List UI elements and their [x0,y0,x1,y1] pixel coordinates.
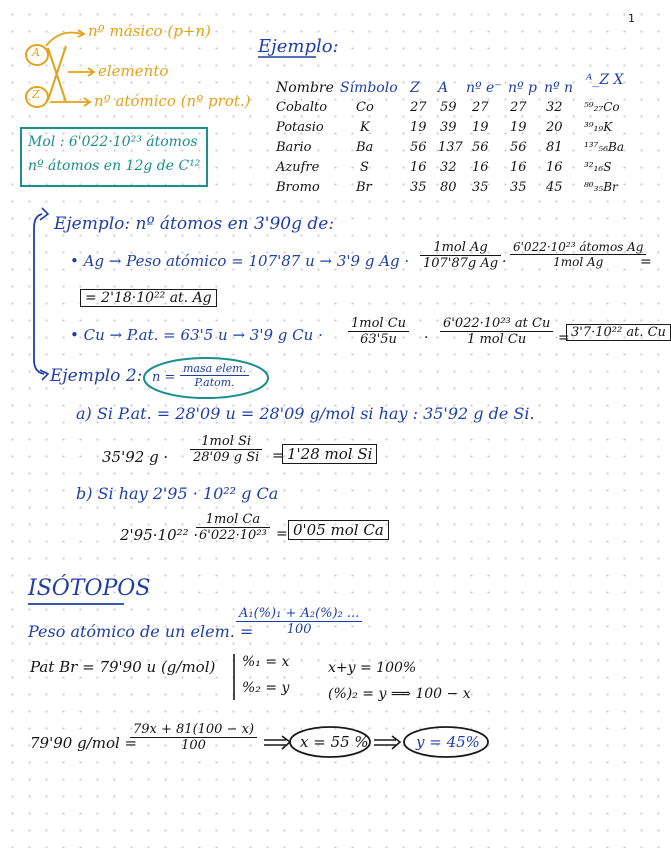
table-header-a: A [438,80,449,96]
cu-line: • Cu → P.at. = 63'5 u → 3'9 g Cu · [70,326,323,344]
table-cell: 32 [440,160,457,175]
table-cell: 27 [472,100,489,115]
atomic-number-label: nº atómico (nº prot.) [94,92,251,110]
table-cell: 16 [546,160,563,175]
a-frac-num: 1mol Si [190,434,262,450]
pct1: %₁ = x [242,654,290,670]
example2-a-result: 1'28 mol Si [282,444,377,464]
cu-frac1-num: 1mol Cu [348,316,409,332]
table-header-neutrons: nº n [544,80,574,96]
ag-fraction-2 [510,240,646,269]
table-cell: 56 [472,140,489,155]
final-den: 100 [181,738,206,753]
table-cell: 45 [546,180,563,195]
table-cell: Br [356,180,372,195]
table-cell: 80 [440,180,457,195]
table-header-notation: ᴬ_Z X [586,72,624,88]
example2-a-fraction [190,434,262,465]
mol-box-line2: nº átomos en 12g de C¹² [28,158,201,174]
pat-br: Pat Br = 79'90 u (g/mol) [30,658,216,676]
table-cell: 35 [410,180,427,195]
table-header-protons: nº p [508,80,538,96]
final-lhs: 79'90 g/mol = [30,734,138,752]
table-cell: 16 [472,160,489,175]
ag-fraction-1 [420,240,501,271]
b-frac-den: 6'022·10²³ [199,528,267,543]
table-header-nombre: Nombre [276,80,334,96]
table-cell: K [360,120,370,135]
x-result: x = 55 % [300,733,369,751]
table-cell: 16 [510,160,527,175]
table-cell: 59 [440,100,457,115]
table-cell: ³⁹₁₉K [584,120,613,134]
formula-n: n = [152,370,176,385]
element-label: elemento [98,62,169,80]
table-cell: 35 [472,180,489,195]
example2-a-line: a) Si P.at. = 28'09 u = 28'09 g/mol si hay : 35'92 g de Si. [76,404,535,423]
ag-result: = 2'18·10²² at. Ag [80,289,217,307]
table-cell: ⁸⁰₃₅Br [584,180,618,194]
table-cell: Azufre [276,160,320,175]
b-frac-num: 1mol Ca [196,512,270,528]
table-cell: Potasio [276,120,324,135]
example2-b-fraction [196,512,270,543]
table-cell: Bromo [276,180,320,195]
table-cell: 27 [510,100,527,115]
a-frac-den: 28'09 g Si [193,450,260,465]
table-cell: 137 [438,140,463,155]
ag-frac1-num: 1mol Ag [420,240,501,256]
ag-frac1-den: 107'87g Ag [423,256,499,271]
eq2: (%)₂ = y ⟹ 100 − x [328,686,471,702]
y-result: y = 45% [416,733,480,751]
final-fraction [130,722,257,753]
formula-num: masa elem. [180,362,249,376]
isotopes-title: ISÓTOPOS [28,576,151,601]
formula-fraction [180,362,249,389]
table-cell: 35 [510,180,527,195]
z-label: Z [32,88,40,101]
cu-fraction-1 [348,316,409,347]
table-cell: S [360,160,369,175]
table-cell: 19 [472,120,489,135]
table-cell: 20 [546,120,563,135]
table-cell: Cobalto [276,100,328,115]
ag-frac2-den: 1mol Ag [553,255,604,269]
final-num: 79x + 81(100 − x) [130,722,257,738]
table-cell: Co [356,100,374,115]
table-cell: 27 [410,100,427,115]
pct2: %₂ = y [242,680,290,696]
cu-result: 3'7·10²² at. Cu [566,324,671,341]
table-cell: ³²₁₆S [584,160,612,174]
example2-b-calc: 2'95·10²² · [120,526,199,544]
formula-den: P.atom. [194,376,235,389]
mass-number-label: nº másico (p+n) [88,22,211,40]
table-cell: 39 [440,120,457,135]
table-cell: 19 [410,120,427,135]
ag-equals: = [640,254,652,270]
table-cell: Ba [356,140,374,155]
table-cell: Bario [276,140,312,155]
table-cell: ⁵⁹₂₇Co [584,100,620,114]
example2-a-calc: 35'92 g · [102,448,169,466]
page-number: 1 [628,12,635,25]
table-cell: 81 [546,140,563,155]
table-header-z: Z [410,80,420,96]
cu-fraction-2 [440,316,553,347]
eq1: x+y = 100% [328,660,417,676]
example1-title: Ejemplo: [258,36,339,57]
isotopes-formula-lhs: Peso atómico de un elem. = [28,622,254,641]
cu-frac2-num: 6'022·10²³ at Cu [440,316,553,332]
example2-title: Ejemplo 2: [50,366,143,386]
isotopes-formula-num: A₁(%)₁ + A₂(%)₂ ... [236,606,362,622]
ag-line: • Ag → Peso atómico = 107'87 u → 3'9 g Ag · [70,252,410,270]
cu-frac1-den: 63'5u [360,332,397,347]
a-label: A [32,46,40,59]
table-cell: 16 [410,160,427,175]
table-cell: 32 [546,100,563,115]
isotopes-formula-den: 100 [286,622,312,637]
table-cell: 19 [510,120,527,135]
table-header-simbolo: Símbolo [340,80,398,96]
example2-b-result: 0'05 mol Ca [288,520,389,540]
isotopes-formula-fraction [236,606,362,637]
table-cell: 56 [410,140,427,155]
mol-box-line1: Mol : 6'022·10²³ átomos [28,134,198,150]
example2-b-line: b) Si hay 2'95 · 10²² g Ca [76,484,279,503]
example-atoms-title: Ejemplo: nº átomos en 3'90g de: [54,214,335,234]
cu-frac2-den: 1 mol Cu [467,332,527,347]
ag-frac2-num: 6'022·10²³ átomos Ag [510,240,646,255]
table-cell: ¹³⁷₅₆Ba [584,140,625,154]
table-header-electrons: nº e⁻ [466,80,502,96]
table-cell: 56 [510,140,527,155]
